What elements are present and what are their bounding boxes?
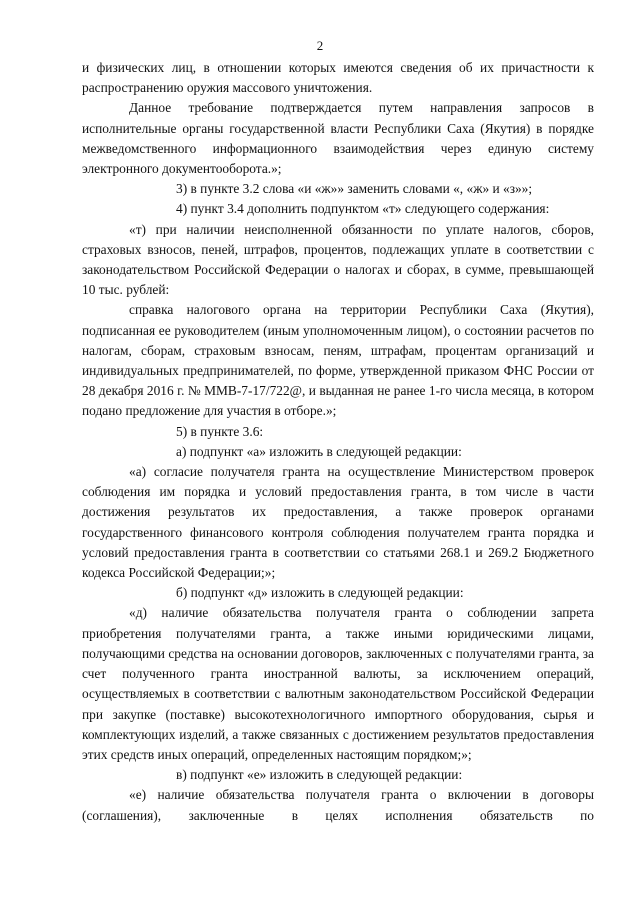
list-item-5 bbox=[82, 422, 594, 442]
page-number: 2 bbox=[316, 38, 324, 53]
list-item-text: подпункт «а» изложить в следующей редакции: bbox=[189, 443, 462, 459]
list-item-3 bbox=[82, 179, 594, 199]
list-item-text: пункт 3.4 дополнить подпунктом «т» следующего содержания: bbox=[190, 201, 550, 217]
paragraph-subitem-a: «а) согласие получателя гранта на осуществление Министерством проверок соблюдения им порядка и условий предоставления гранта, в том числе в части достижения результатов их предоставления, а также проверок органами государственного финансового контроля соблюдения получателем гранта порядка и условий предоставления гранта в соответствии со статьями 268.1 и 269.2 Бюджетного кодекса Российской Федерации;»; bbox=[82, 464, 594, 581]
list-item-number: 4) bbox=[176, 201, 188, 217]
list-item-number: а) bbox=[176, 443, 187, 459]
document-body bbox=[82, 58, 594, 826]
list-item-number: 3) bbox=[176, 181, 188, 197]
paragraph-subitem-t: «т) при наличии неисполненной обязанности по уплате налогов, сборов, страховых взносов, пеней, штрафов, процентов, подлежащих уплате в соответствии с законодательством Российской Федерации о налогах и сборах, в сумме, превышающей 10 тыс. рублей: bbox=[82, 221, 594, 298]
list-item-number: 5) bbox=[176, 423, 188, 439]
list-item-a bbox=[82, 442, 594, 462]
list-item-text: в пункте 3.6: bbox=[190, 423, 264, 439]
paragraph-subitem-d: «д) наличие обязательства получателя гранта о соблюдении запрета приобретения получателями гранта, а также иными юридическими лицами, получающими средства на основании договоров, заключенных с получателями гранта, за счет полученного гранта иностранной валюты, за исключением операций, осуществляемых в соответствии с валютным законодательством Российской Федерации при закупке (поставке) высокотехнологичного импортного оборудования, сырья и комплектующих изделий, а также связанных с достижением результатов предоставления этих средств иных операций, определенных настоящим порядком;»; bbox=[82, 605, 594, 762]
list-item-4 bbox=[82, 199, 594, 219]
list-item-text: подпункт «е» изложить в следующей редакции: bbox=[190, 767, 463, 783]
list-item-number: в) bbox=[176, 767, 187, 783]
list-item-v bbox=[82, 765, 594, 785]
paragraph-tax-certificate: справка налогового органа на территории Республики Саха (Якутия), подписанная ее руководителем (иным уполномоченным лицом), о состоянии расчетов по налогам, сборам, страховым взносам, пеням, штрафам, процентам организаций и индивидуальных предпринимателей, по форме, утвержденной приказом ФНС России от 28 декабря 2016 г. № ММВ-7-17/722@, и выданная не ранее 1-го числа месяца, в котором подано предложение для участия в отборе.»; bbox=[82, 302, 594, 419]
paragraph-subitem-e: «е) наличие обязательства получателя гранта о включении в договоры (соглашения), заключенные в целях исполнения обязательств по bbox=[82, 787, 594, 823]
list-item-text: в пункте 3.2 слова «и «ж»» заменить словами «, «ж» и «з»»; bbox=[190, 181, 533, 197]
paragraph-requirement: Данное требование подтверждается путем направления запросов в исполнительные органы государственной власти Республики Саха (Якутия) в порядке межведомственного информационного взаимодействия через единую систему электронного документооборота.»; bbox=[82, 100, 594, 177]
list-item-text: подпункт «д» изложить в следующей редакции: bbox=[190, 585, 464, 601]
list-item-b bbox=[82, 583, 594, 603]
paragraph-continuation: и физических лиц, в отношении которых имеются сведения об их причастности к распространению оружия массового уничтожения. bbox=[82, 60, 594, 96]
list-item-number: б) bbox=[176, 585, 188, 601]
